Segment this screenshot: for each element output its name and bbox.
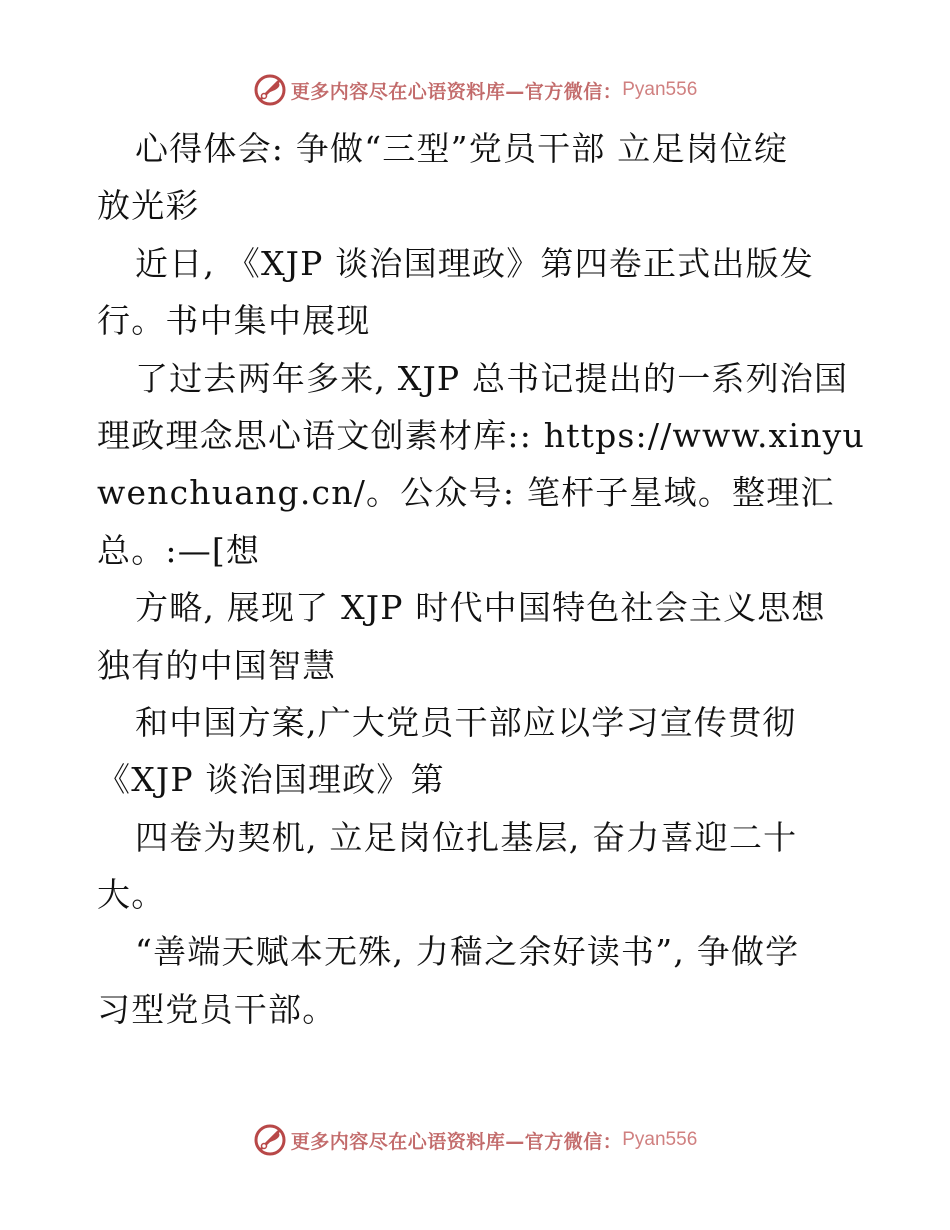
text-line: 习型党员干部。 bbox=[97, 989, 337, 1029]
text-line: 方略, 展现了 XJP 时代中国特色社会主义思想 bbox=[135, 588, 826, 628]
text-line: 总。:—[想 bbox=[97, 530, 261, 570]
text-line: 了过去两年多来, XJP 总书记提出的一系列治国 bbox=[135, 358, 849, 398]
quill-logo-icon bbox=[253, 73, 287, 107]
text-line: 四卷为契机, 立足岗位扎基层, 奋力喜迎二十 bbox=[135, 817, 798, 857]
text-line: 独有的中国智慧 bbox=[97, 645, 337, 685]
text-line: 心得体会: 争做“三型”党员干部 立足岗位绽 bbox=[135, 129, 789, 168]
text-line: 行。书中集中展现 bbox=[97, 301, 371, 341]
quill-logo-icon bbox=[253, 1123, 287, 1157]
banner-text: 更多内容尽在心语资料库—官方微信： bbox=[290, 80, 623, 103]
text-line: wenchuang.cn/。公众号: 笔杆子星域。整理汇 bbox=[97, 473, 835, 513]
text-line: 大。 bbox=[97, 875, 166, 915]
text-line: 理政理念思心语文创素材库:: https://www.xinyu bbox=[97, 415, 865, 455]
footer-banner bbox=[0, 1122, 950, 1158]
text-line: 《XJP 谈治国理政》第 bbox=[97, 760, 445, 800]
header-banner bbox=[0, 72, 950, 108]
text-line: “善端天赋本无殊, 力穑之余好读书”, 争做学 bbox=[135, 932, 800, 972]
text-line: 近日, 《XJP 谈治国理政》第四卷正式出版发 bbox=[135, 243, 814, 283]
banner-handle: Pyan556 bbox=[622, 1129, 698, 1150]
banner-text: 更多内容尽在心语资料库—官方微信： bbox=[290, 1130, 623, 1153]
document-body bbox=[97, 120, 865, 1038]
text-line: 放光彩 bbox=[97, 186, 200, 226]
text-line: 和中国方案,广大党员干部应以学习宣传贯彻 bbox=[135, 702, 797, 742]
banner-handle: Pyan556 bbox=[622, 79, 698, 100]
